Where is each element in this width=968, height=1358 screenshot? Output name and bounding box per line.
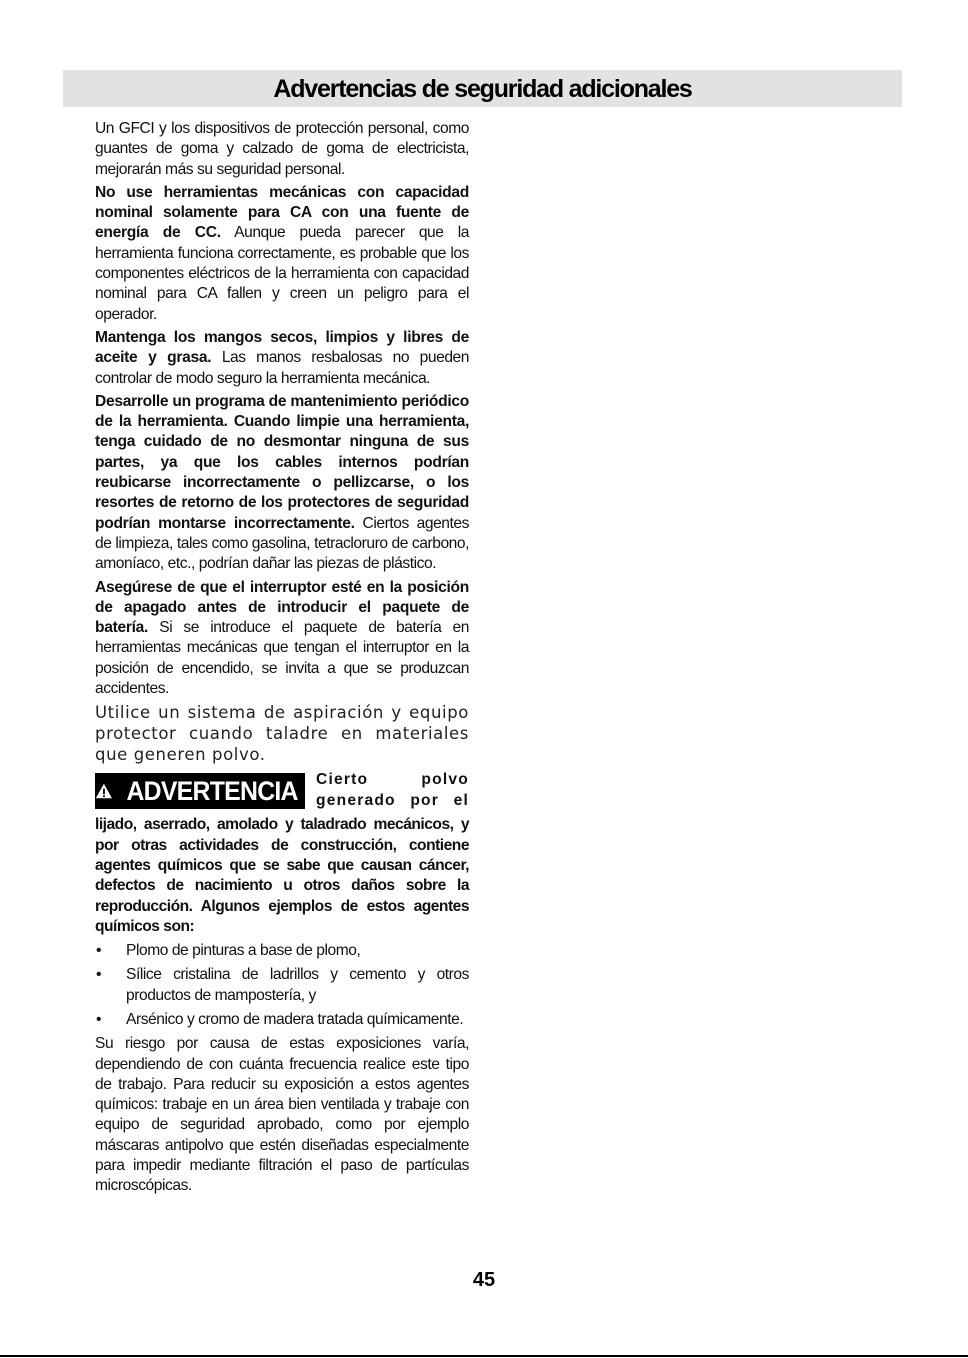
paragraph-text: Aunque pueda parecer que la herramienta funciona correctamente, es probable que los componentes eléctricos de la herramienta con capacidad nominal para CA fallen y creen un peligro para el operador. <box>95 224 469 323</box>
list-item-text: Plomo de pinturas a base de plomo, <box>126 942 361 960</box>
paragraph-text: Un GFCI y los dispositivos de protección personal, como guantes de goma y calzado de goma de electricista, mejorarán más su seguridad personal. <box>95 120 469 178</box>
paragraph-text: Las manos resbalosas no pueden controlar de modo seguro la herramienta mecánica. <box>95 349 469 387</box>
warning-side-text <box>316 770 469 811</box>
list-item <box>95 965 469 1006</box>
section-title: Advertencias de seguridad adicionales <box>273 75 692 103</box>
list-item <box>95 941 469 961</box>
section-header <box>63 70 902 107</box>
paragraph-bold-lead: Mantenga los mangos secos, limpios y libres de aceite y grasa. <box>95 328 469 367</box>
list-item-text: Arsénico y cromo de madera tratada químicamente. <box>126 1010 464 1028</box>
paragraph-bold-lead: Desarrolle un programa de mantenimiento periódico de la herramienta. Cuando limpie una herramienta, tenga cuidado de no desmontar ninguna de sus partes, ya que los cables internos podrían reubicarse incorrectamente o pellizcarse, o los resortes de retorno de los protectores de seguridad podrían montarse incorrectamente. <box>95 392 469 532</box>
warning-label: ADVERTENCIA <box>126 775 298 806</box>
paragraph-maintenance <box>95 392 469 575</box>
paragraph-bold-lead: Asegúrese de que el interruptor esté en la posición de apagado antes de introducir el paquete de batería. <box>95 578 469 637</box>
paragraph-text: Ciertos agentes de limpieza, tales como gasolina, tetracloruro de carbono, amoníaco, etc., podrían dañar las piezas de plástico. <box>95 514 469 573</box>
paragraph-switch-off <box>95 578 469 700</box>
warning-header-row <box>95 773 469 815</box>
bullet-icon: • <box>96 942 102 960</box>
content-column <box>95 119 469 1200</box>
bullet-icon: • <box>96 966 102 984</box>
list-item <box>95 1010 469 1030</box>
warning-side-line: Cierto polvo <box>316 771 469 789</box>
paragraph-handles <box>95 328 469 389</box>
page-number: 45 <box>472 1269 496 1291</box>
warning-side-line: generado por el <box>316 791 469 809</box>
paragraph-gfci <box>95 119 469 180</box>
footer-rule <box>0 1355 968 1357</box>
warning-badge <box>95 773 305 809</box>
closing-paragraph: Su riesgo por causa de estas exposiciones varía, dependiendo de con cuánta frecuencia realice este tipo de trabajo. Para reducir su exposición a estos agentes químicos: trabaje en un área bien ventilada y trabaje con equipo de seguridad aprobado, como por ejemplo máscaras antipolvo que estén diseñadas especialmente para impedir mediante filtración el paso de partículas microscópicas. <box>95 1035 469 1195</box>
warning-body: lijado, aserrado, amolado y taladrado mecánicos, y por otras actividades de construcción, contiene agentes químicos que se sabe que causan cáncer, defectos de nacimiento u otros daños sobre la reproducción. Algunos ejemplos de estos agentes químicos son: <box>95 816 469 935</box>
bullet-icon: • <box>96 1010 102 1028</box>
dust-note: Utilice un sistema de aspiración y equipo protector cuando taladre en materiales que generen polvo. <box>95 703 469 765</box>
paragraph-bold-lead: No use herramientas mecánicas con capacidad nominal solamente para CA con una fuente de energía de CC. <box>95 183 469 242</box>
warning-triangle-icon <box>95 781 113 801</box>
chemical-list <box>95 941 469 1030</box>
list-item-text: Sílice cristalina de ladrillos y cemento y otros productos de mampostería, y <box>126 966 469 1004</box>
paragraph-text: Si se introduce el paquete de batería en herramientas mecánicas que tengan el interruptor en la posición de encendido, se invita a que se produzcan accidentes. <box>95 619 469 698</box>
paragraph-ac-dc <box>95 183 469 325</box>
